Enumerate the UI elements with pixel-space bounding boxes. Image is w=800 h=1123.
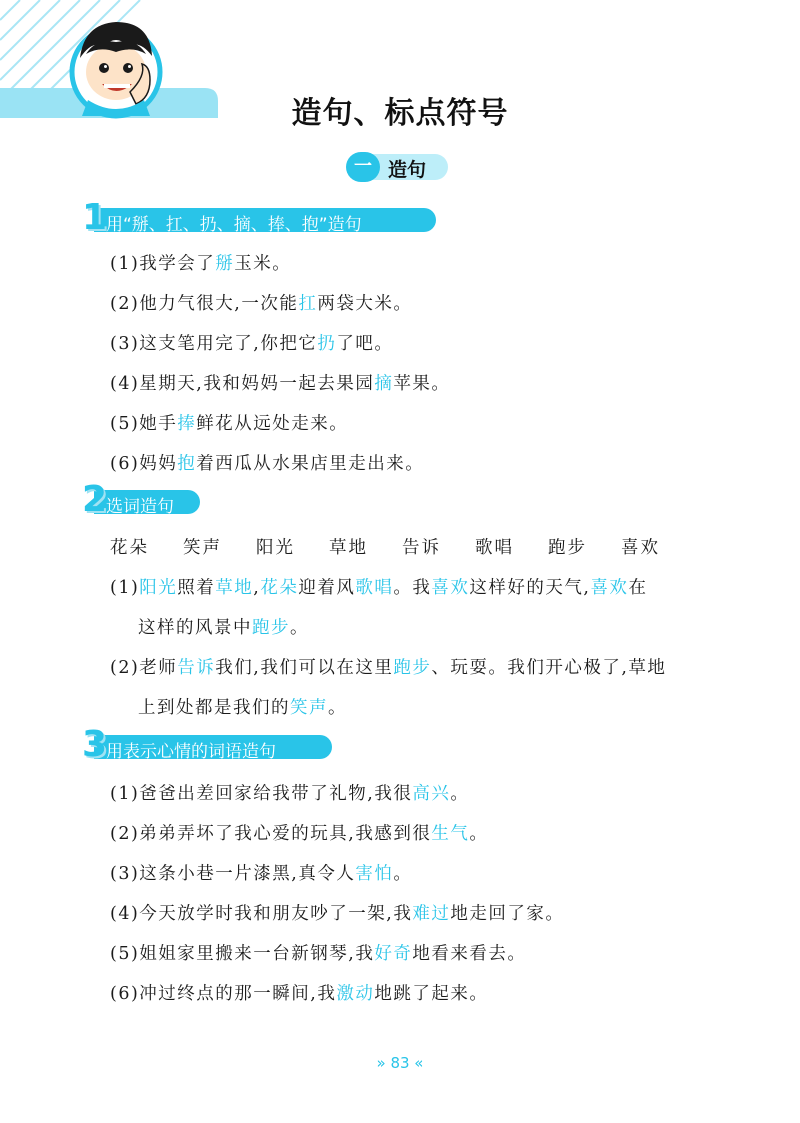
word-bank-item: 喜欢 bbox=[621, 538, 660, 558]
sentence-text: (3)这支笔用完了,你把它 bbox=[110, 334, 318, 354]
sentence-line bbox=[110, 940, 526, 965]
word-bank-item: 笑声 bbox=[183, 538, 222, 558]
sentence-text: 我们,我们可以在这里 bbox=[215, 658, 394, 678]
sentence-text: 。 bbox=[393, 864, 413, 884]
sentence-text: 照着 bbox=[177, 578, 216, 598]
sentence-text: 。 bbox=[328, 698, 347, 718]
answer-word: 告诉 bbox=[177, 658, 216, 678]
sentence-line bbox=[110, 574, 647, 599]
section-title: 用“掰、扛、扔、摘、捧、抱”造句 bbox=[106, 215, 362, 235]
answer-word: 喜欢 bbox=[590, 578, 629, 598]
answer-word: 花朵 bbox=[260, 578, 299, 598]
word-bank-item: 跑步 bbox=[548, 538, 587, 558]
sentence-text: (6)妈妈 bbox=[110, 454, 178, 474]
answer-word: 生气 bbox=[431, 824, 470, 844]
sentence-line bbox=[110, 330, 393, 355]
sentence-text: 鲜花从远处走来。 bbox=[196, 414, 349, 434]
answer-word: 扔 bbox=[317, 334, 337, 354]
answer-word: 歌唱 bbox=[355, 578, 394, 598]
answer-word: 跑步 bbox=[393, 658, 432, 678]
sentence-text: (1)爸爸出差回家给我带了礼物,我很 bbox=[110, 784, 413, 804]
sentence-text: 玉米。 bbox=[234, 254, 292, 274]
word-bank-item: 阳光 bbox=[256, 538, 295, 558]
sentence-text: (3)这条小巷一片漆黑,真令人 bbox=[110, 864, 356, 884]
page-title: 造句、标点符号 bbox=[291, 96, 509, 131]
section-number: 2 bbox=[82, 479, 108, 520]
chapter-label: 造句 bbox=[388, 159, 427, 181]
answer-word: 高兴 bbox=[412, 784, 451, 804]
chapter-tag bbox=[346, 150, 456, 184]
sentence-line bbox=[110, 900, 564, 925]
sentence-text: , bbox=[253, 578, 261, 598]
sentence-text: 上到处都是我们的 bbox=[138, 698, 290, 718]
answer-word: 害怕 bbox=[355, 864, 394, 884]
sentence-text: (5)她手 bbox=[110, 414, 178, 434]
answer-word: 捧 bbox=[177, 414, 197, 434]
chapter-number-badge: 一 bbox=[346, 152, 380, 182]
section-number: 3 bbox=[82, 724, 108, 765]
sentence-text: (5)姐姐家里搬来一台新钢琴,我 bbox=[110, 944, 375, 964]
answer-word: 激动 bbox=[336, 984, 375, 1004]
sentence-text: 。我 bbox=[393, 578, 432, 598]
sentence-text: 。 bbox=[469, 824, 489, 844]
sentence-text: 这样的风景中 bbox=[138, 618, 252, 638]
word-bank-item: 草地 bbox=[329, 538, 368, 558]
answer-word: 草地 bbox=[215, 578, 254, 598]
answer-word: 掰 bbox=[215, 254, 235, 274]
word-bank-item: 花朵 bbox=[110, 538, 149, 558]
sentence-line bbox=[110, 860, 412, 885]
sentence-line bbox=[110, 370, 450, 395]
sentence-text: (2)弟弟弄坏了我心爱的玩具,我感到很 bbox=[110, 824, 432, 844]
sentence-text: 迎着风 bbox=[298, 578, 356, 598]
answer-word: 摘 bbox=[374, 374, 394, 394]
sentence-line bbox=[110, 410, 348, 435]
word-bank-item: 告诉 bbox=[402, 538, 441, 558]
page-number: » 83 « bbox=[376, 1054, 424, 1072]
sentence-text: (4)今天放学时我和朋友吵了一架,我 bbox=[110, 904, 413, 924]
section-number: 1 bbox=[82, 197, 108, 238]
section-title: 选词造句 bbox=[106, 497, 174, 517]
sentence-text: (2)老师 bbox=[110, 658, 178, 678]
sentence-text: (4)星期天,我和妈妈一起去果园 bbox=[110, 374, 375, 394]
sentence-text: 两袋大米。 bbox=[317, 294, 413, 314]
answer-word: 笑声 bbox=[290, 698, 328, 718]
sentence-text: 了吧。 bbox=[336, 334, 394, 354]
sentence-text: 这样好的天气, bbox=[469, 578, 591, 598]
sentence-text: 苹果。 bbox=[393, 374, 451, 394]
sentence-line bbox=[138, 694, 347, 719]
sentence-text: 在 bbox=[628, 578, 648, 598]
answer-word: 好奇 bbox=[374, 944, 413, 964]
sentence-text: 地跳了起来。 bbox=[374, 984, 489, 1004]
sentence-line bbox=[138, 614, 309, 639]
sentence-text: 着西瓜从水果店里走出来。 bbox=[196, 454, 425, 474]
sentence-text: 。 bbox=[290, 618, 309, 638]
word-bank bbox=[110, 534, 690, 560]
sentence-text: (2)他力气很大,一次能 bbox=[110, 294, 299, 314]
sentence-line bbox=[110, 290, 412, 315]
word-bank-item: 歌唱 bbox=[475, 538, 514, 558]
answer-word: 难过 bbox=[412, 904, 451, 924]
sentence-text: (6)冲过终点的那一瞬间,我 bbox=[110, 984, 337, 1004]
answer-word: 抱 bbox=[177, 454, 197, 474]
answer-word: 喜欢 bbox=[431, 578, 470, 598]
sentence-line bbox=[110, 820, 488, 845]
sentence-text: 地走回了家。 bbox=[450, 904, 565, 924]
sentence-text: (1)我学会了 bbox=[110, 254, 216, 274]
sentence-line bbox=[110, 780, 469, 805]
sentence-text: (1) bbox=[110, 578, 140, 598]
answer-word: 跑步 bbox=[252, 618, 290, 638]
sentence-line bbox=[110, 250, 291, 275]
sentence-line bbox=[110, 450, 424, 475]
answer-word: 阳光 bbox=[139, 578, 178, 598]
section-title: 用表示心情的词语造句 bbox=[106, 742, 276, 762]
sentence-text: 、玩耍。我们开心极了,草地 bbox=[431, 658, 667, 678]
answer-word: 扛 bbox=[298, 294, 318, 314]
sentence-text: 地看来看去。 bbox=[412, 944, 527, 964]
sentence-line bbox=[110, 980, 488, 1005]
sentence-text: 。 bbox=[450, 784, 470, 804]
sentence-line bbox=[110, 654, 666, 679]
